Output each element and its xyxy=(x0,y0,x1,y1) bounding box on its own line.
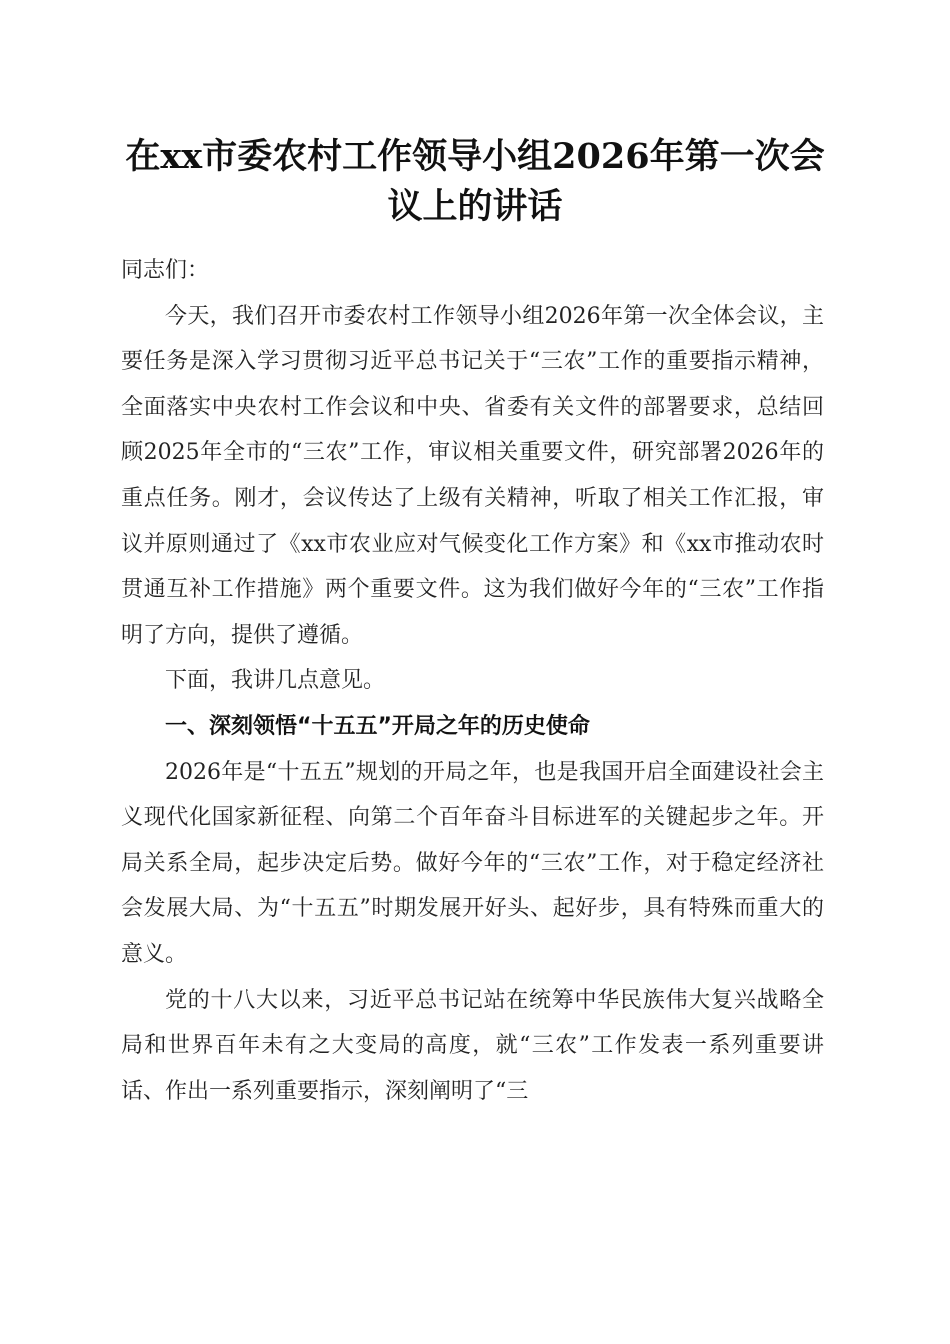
transition-paragraph: 下面，我讲几点意见。 xyxy=(165,668,386,694)
opening-paragraph: 今天，我们召开市委农村工作领导小组2026年第一次全体会议，主要任务是深入学习贯彻习近平总书记关于“三农”工作的重要指示精神，全面落实中央农村工作会议和中央、省委有关文件的部署要求，总结回顾2025年全市的“三农”工作，审议相关重要文件，研究部署2026年的重点任务。刚才，会议传达了上级有关精神，听取了相关工作汇报，审议并原则通过了《xx市农业应对气候变化工作方案》和《xx市推动农时贯通互补工作措施》两个重要文件。这为我们做好今年的“三农”工作指明了方向，提供了遵循。 xyxy=(121,303,824,648)
section-heading: 一、深刻领悟“十五五”开局之年的历史使命 xyxy=(165,713,590,739)
section-paragraph: 2026年是“十五五”规划的开局之年，也是我国开启全面建设社会主义现代化国家新征程、向第二个百年奋斗目标进军的关键起步之年。开局关系全局，起步决定后势。做好今年的“三农”工作，对于稳定经济社会发展大局、为“十五五”时期发展开好头、起好步，具有特殊而重大的意义。 xyxy=(121,759,824,967)
document-title: 在xx市委农村工作领导小组2026年第一次会议上的讲话 xyxy=(125,136,825,227)
document-body xyxy=(121,248,824,1114)
section-paragraph: 党的十八大以来，习近平总书记站在统筹中华民族伟大复兴战略全局和世界百年未有之大变局的高度，就“三农”工作发表一系列重要讲话、作出一系列重要指示，深刻阐明了“三 xyxy=(121,987,824,1104)
salutation: 同志们： xyxy=(121,258,210,283)
